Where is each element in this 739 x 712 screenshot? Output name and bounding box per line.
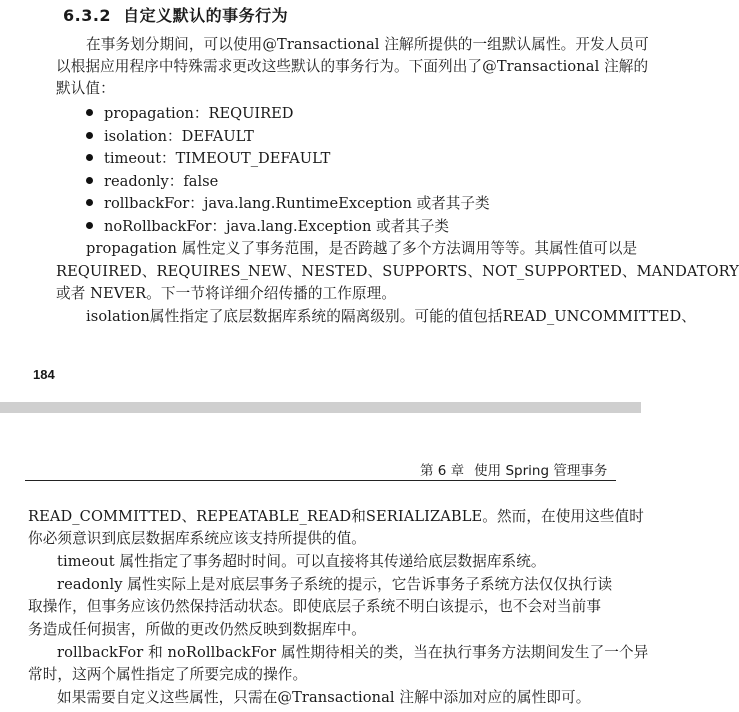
bullet-dot-icon	[86, 177, 93, 184]
body-line-2: 你必须意识到底层数据库系统应该支持所提供的值。	[28, 530, 366, 547]
bullet-text: timeout：TIMEOUT_DEFAULT	[104, 150, 331, 167]
propagation-line-1: propagation 属性定义了事务范围，是否跨越了多个方法调用等等。其属性值可以是	[86, 240, 638, 257]
bullet-dot-icon	[86, 109, 93, 116]
book-page-bottom	[0, 413, 649, 712]
bullet-dot-icon	[86, 199, 93, 206]
section-heading	[63, 3, 288, 26]
propagation-line-2: REQUIRED、REQUIRES_NEW、NESTED、SUPPORTS、NOT_SUPPORTED、MANDATORY	[56, 263, 739, 280]
page-number: 184	[33, 367, 55, 382]
bullet-text: propagation：REQUIRED	[104, 105, 294, 122]
bullet-dot-icon	[86, 154, 93, 161]
bullet-item-propagation	[86, 103, 294, 125]
section-number: 6.3.2	[63, 6, 112, 25]
bullet-item-readonly	[86, 171, 218, 193]
section-title: 自定义默认的事务行为	[123, 6, 289, 25]
header-rule	[25, 480, 616, 481]
body-line-1: READ_COMMITTED、REPEATABLE_READ和SERIALIZABLE。然而，在使用这些值时	[28, 508, 644, 525]
bullet-item-isolation	[86, 126, 254, 148]
bullet-item-rollbackfor	[86, 193, 490, 215]
body-line-5: 取操作，但事务应该仍然保持活动状态。即使底层子系统不明白该提示，也不会对当前事	[28, 598, 602, 615]
intro-line-3: 默认值：	[56, 80, 115, 97]
bullet-item-timeout	[86, 148, 330, 170]
bullet-dot-icon	[86, 222, 93, 229]
chapter-label: 第 6 章	[420, 463, 465, 479]
body-line-4: readonly 属性实际上是对底层事务子系统的提示，它告诉事务子系统方法仅仅执行读	[57, 576, 613, 593]
bullet-text: readonly：false	[104, 173, 219, 190]
intro-line-2: 以根据应用程序中特殊需求更改这些默认的事务行为。下面列出了@Transactional 注解的	[56, 58, 649, 75]
body-line-9: 如果需要自定义这些属性，只需在@Transactional 注解中添加对应的属性即可。	[57, 689, 591, 706]
intro-line-1: 在事务划分期间，可以使用@Transactional 注解所提供的一组默认属性。开发人员可	[86, 36, 649, 53]
running-header	[420, 459, 607, 479]
bullet-dot-icon	[86, 132, 93, 139]
bullet-text: noRollbackFor：java.lang.Exception 或者其子类	[104, 218, 449, 235]
bullet-text: isolation：DEFAULT	[104, 128, 254, 145]
body-line-8: 常时，这两个属性指定了所要完成的操作。	[28, 666, 308, 683]
bullet-item-norollbackfor	[86, 216, 449, 238]
page-divider	[0, 402, 641, 413]
body-line-3: timeout 属性指定了事务超时时间。可以直接将其传递给底层数据库系统。	[57, 553, 546, 570]
chapter-title: 使用 Spring 管理事务	[474, 463, 608, 479]
isolation-line: isolation属性指定了底层数据库系统的隔离级别。可能的值包括READ_UNCOMMITTED、	[86, 308, 696, 325]
bullet-text: rollbackFor：java.lang.RuntimeException 或者其子类	[104, 195, 490, 212]
propagation-line-3: 或者 NEVER。下一节将详细介绍传播的工作原理。	[56, 285, 397, 302]
body-line-6: 务造成任何损害，所做的更改仍然反映到数据库中。	[28, 621, 366, 638]
body-line-7: rollbackFor 和 noRollbackFor 属性期待相关的类，当在执行事务方法期间发生了一个异	[57, 644, 649, 661]
